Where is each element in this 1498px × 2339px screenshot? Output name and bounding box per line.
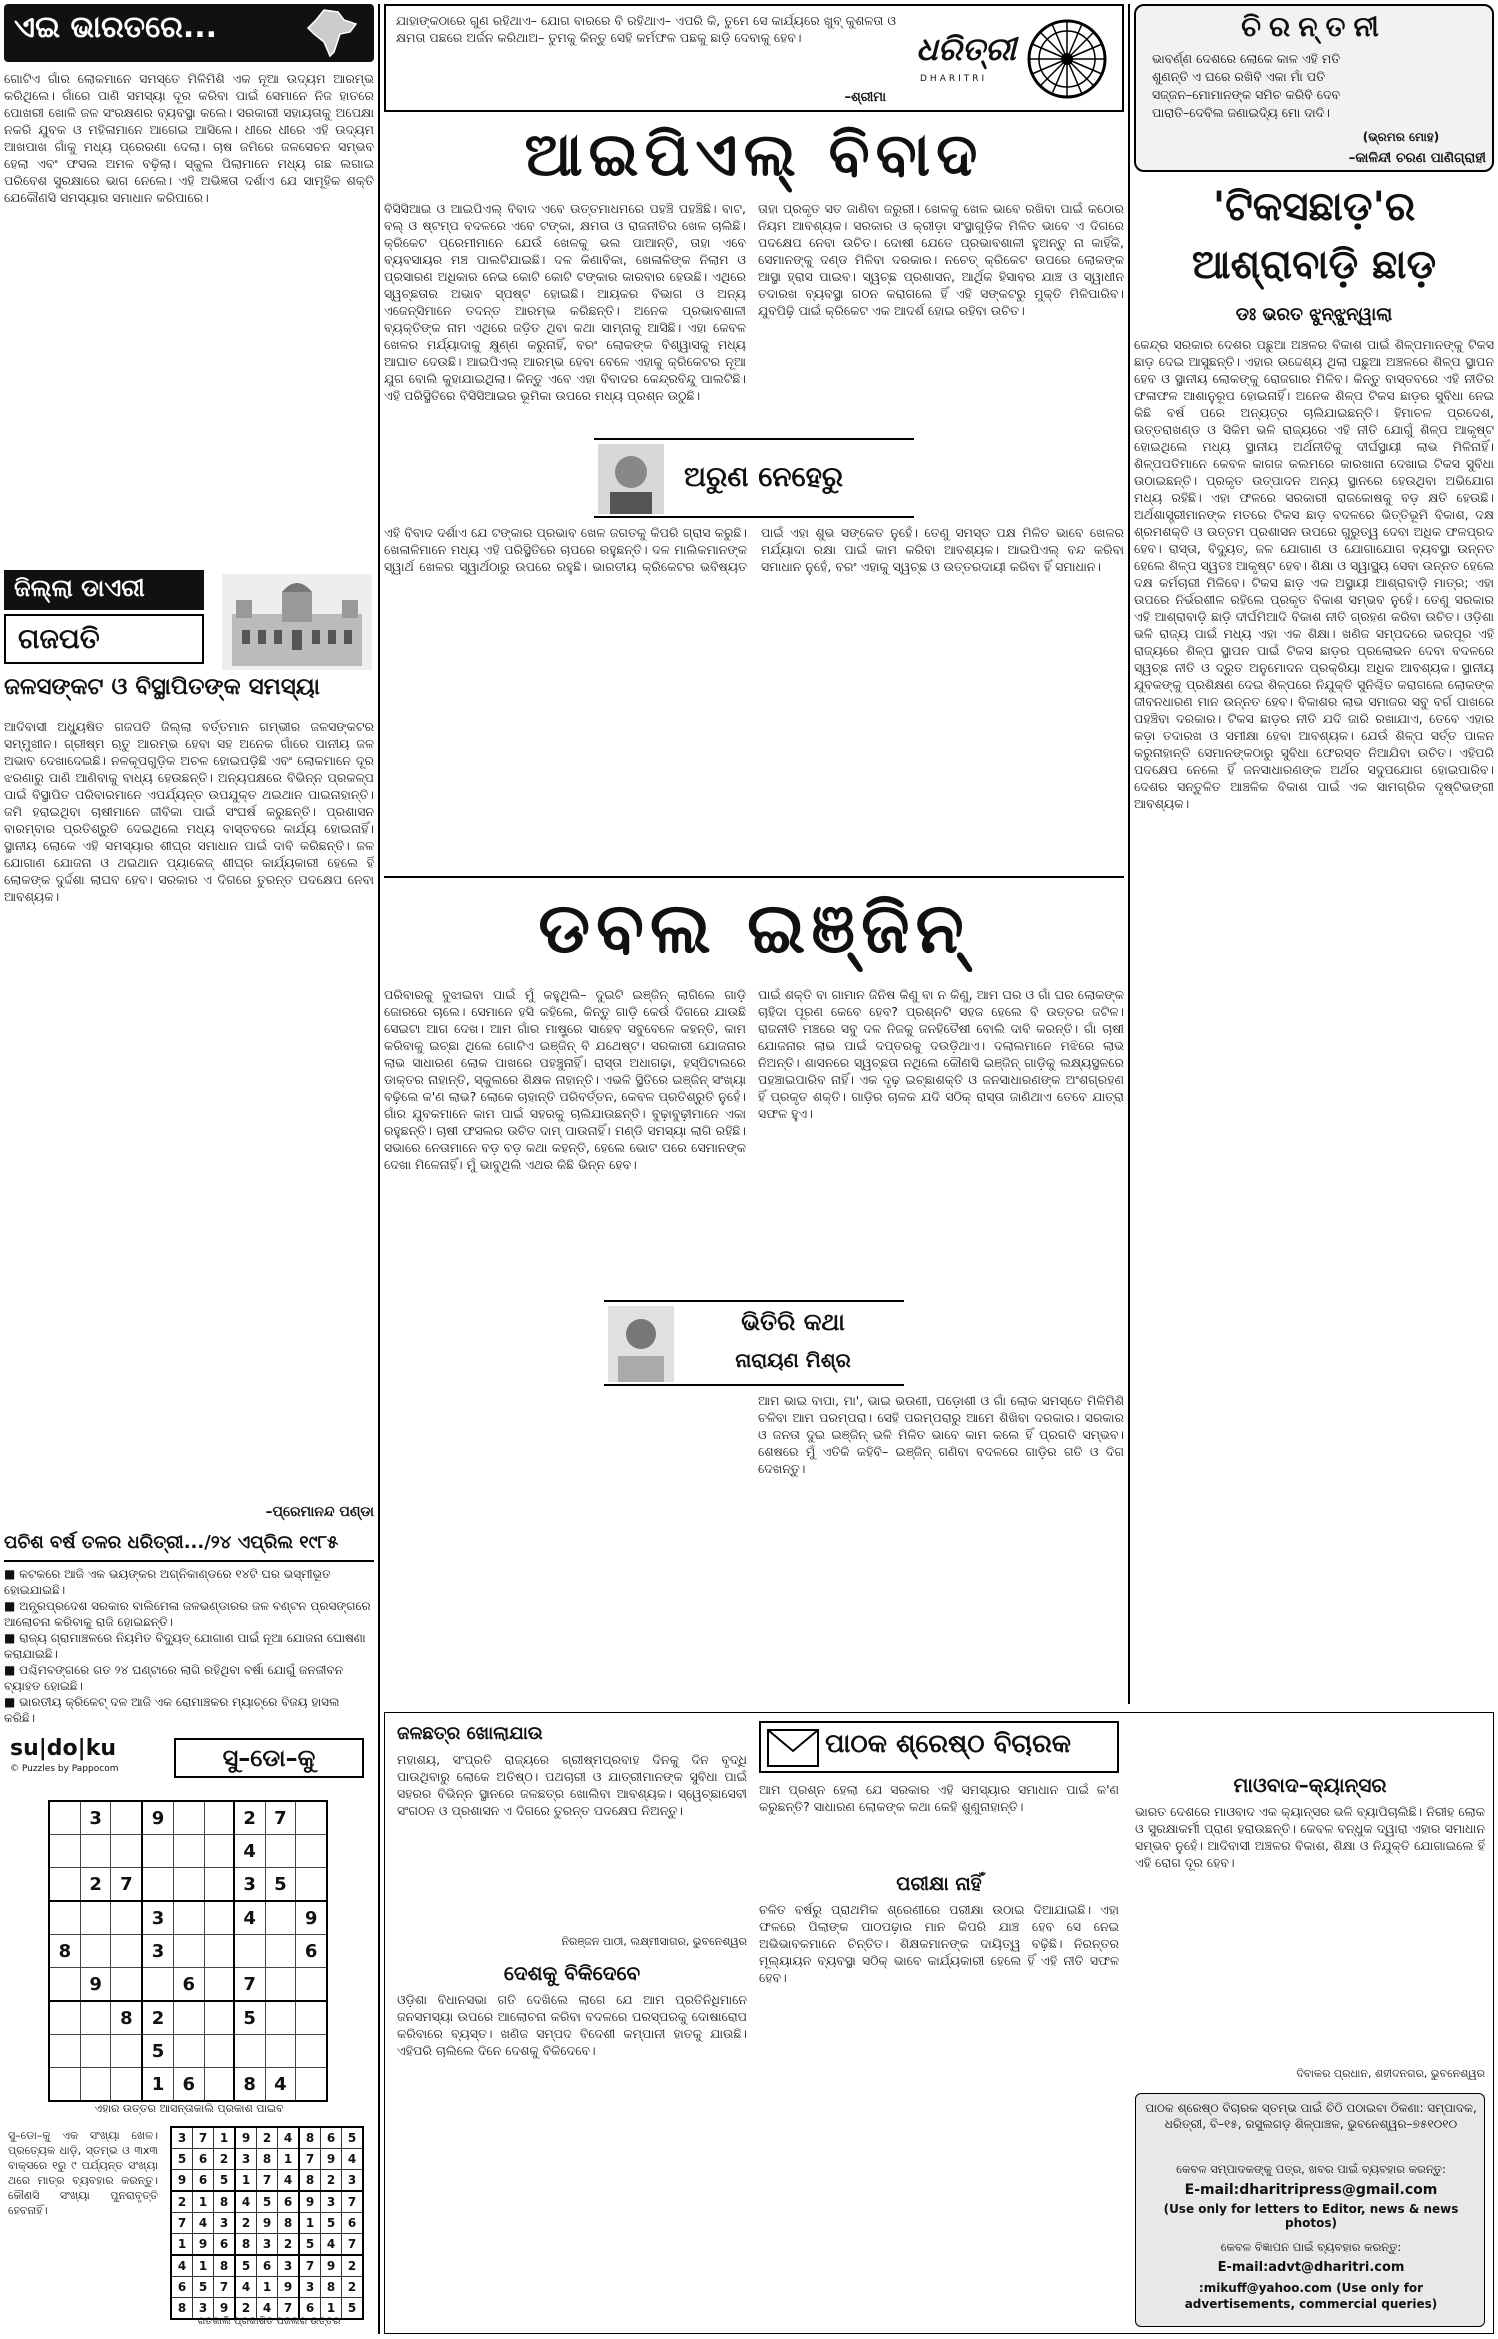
grid-cell [204, 1935, 234, 1968]
grid-cell [296, 1968, 327, 2002]
grid-cell: 9 [321, 2255, 342, 2277]
grid-row [171, 2127, 363, 2149]
grid-cell: 7 [193, 2127, 214, 2149]
grid-cell: 9 [193, 2234, 214, 2256]
grid-cell [265, 1835, 296, 1868]
tiksachhad-section [1134, 184, 1494, 1714]
ipl-section [384, 116, 1124, 876]
grid-cell: 8 [321, 2277, 342, 2298]
grid-cell: 8 [299, 2170, 321, 2192]
grid-cell: 2 [235, 2213, 257, 2234]
grid-row [171, 2213, 363, 2234]
chirantani-verse [1152, 50, 1482, 130]
india-map-icon [304, 8, 360, 58]
grid-cell [204, 1901, 234, 1935]
grid-cell: 1 [171, 2234, 193, 2256]
grid-cell: 2 [214, 2149, 236, 2170]
grid-cell [204, 2068, 234, 2102]
tiksachhad-body: କେନ୍ଦ୍ର ସରକାର ଦେଶର ପଛୁଆ ଅଞ୍ଚଳର ବିକାଶ ପାଇଁ ଶିଳ୍ପମାନଙ୍କୁ ଟିକସ ଛାଡ଼ ଦେଇ ଆସୁଛନ୍ତି। ଏହାର ଉଦ୍ଦେଶ୍ୟ ଥିଲା ପଛୁଆ ଅଞ୍ଚଳରେ ଶିଳ୍ପ ସ୍ଥାପନ ହେବ ଓ ସ୍ଥାନୀୟ ଲୋକଙ୍କୁ ରୋଜଗାର ମିଳିବ। କିନ୍ତୁ ବାସ୍ତବରେ ଏହି ନୀତିର ଫଳାଫଳ ଆଶାନୁରୂପ ହୋଇନାହିଁ। ଅନେକ ଶିଳ୍ପ ଟିକସ ଛାଡ଼ର ସୁବିଧା ନେଇ କିଛି ବର୍ଷ ପରେ ଅନ୍ୟତ୍ର ଚାଲିଯାଇଛନ୍ତି। ହିମାଚଳ ପ୍ରଦେଶ, ଉତ୍ତରାଖଣ୍ଡ ଓ ସିକିମ ଭଳି ରାଜ୍ୟରେ ଏହି ନୀତି ଯୋଗୁଁ ଶିଳ୍ପ ଆକୃଷ୍ଟ ହୋଇଥିଲେ ମଧ୍ୟ ସ୍ଥାନୀୟ ଅର୍ଥନୀତିକୁ ଦୀର୍ଘସ୍ଥାୟୀ ଲାଭ ମିଳିନାହିଁ। ଶିଳ୍ପପତିମାନେ କେବଳ କାଗଜ କଲମରେ କାରଖାନା ଦେଖାଇ ଟିକସ ସୁବିଧା ଉଠାଇଛନ୍ତି। ପ୍ରକୃତ ଉତ୍ପାଦନ ଅନ୍ୟ ସ୍ଥାନରେ ହେଉଥିବା ଅଭିଯୋଗ ମଧ୍ୟ ରହିଛି। ଏହା ଫଳରେ ସରକାରୀ ରାଜକୋଷକୁ ବଡ଼ କ୍ଷତି ହେଉଛି। ଅର୍ଥଶାସ୍ତ୍ରୀମାନଙ୍କ ମତରେ ଟିକସ ଛାଡ଼ ବଦଳରେ ଭିତ୍ତିଭୂମି ବିକାଶ, ଦକ୍ଷ ଶ୍ରମଶକ୍ତି ଓ ଉତ୍ତମ ପ୍ରଶାସନ ଉପରେ ଗୁରୁତ୍ୱ ଦେବା ଅଧିକ ଫଳପ୍ରଦ ହେବ। ରାସ୍ତା, ବିଦ୍ୟୁତ୍, ଜଳ ଯୋଗାଣ ଓ ଯୋଗାଯୋଗ ବ୍ୟବସ୍ଥା ଉନ୍ନତ ହେଲେ ଶିଳ୍ପ ସ୍ୱତଃ ଆକୃଷ୍ଟ ହେବ। ଶିକ୍ଷା ଓ ସ୍ୱାସ୍ଥ୍ୟ ସେବା ଉନ୍ନତ ହେଲେ ଦକ୍ଷ କର୍ମଚାରୀ ମିଳିବେ। ଟିକସ ଛାଡ଼ ଏକ ଅସ୍ଥାୟୀ ଆଶ୍ରାବାଡ଼ି ମାତ୍ର; ଏହା ଉପରେ ନିର୍ଭରଶୀଳ ରହିଲେ ପ୍ରକୃତ ବିକାଶ ସମ୍ଭବ ନୁହେଁ। ତେଣୁ ସରକାର ଏହି ଆଶ୍ରାବାଡ଼ି ଛାଡ଼ି ଦୀର୍ଘମିଆଦି ବିକାଶ ନୀତି ଗ୍ରହଣ କରିବା ଉଚିତ। ଓଡ଼ିଶା ଭଳି ରାଜ୍ୟ ପାଇଁ ମଧ୍ୟ ଏହା ଏକ ଶିକ୍ଷା। ଖଣିଜ ସମ୍ପଦରେ ଭରପୂର ଏହି ରାଜ୍ୟରେ ଶିଳ୍ପ ସ୍ଥାପନ ପାଇଁ ଟିକସ ଛାଡ଼ର ପ୍ରଲୋଭନ ଦେବା ବଦଳରେ ସ୍ୱଚ୍ଛ ନୀତି ଓ ଦ୍ରୁତ ଅନୁମୋଦନ ପ୍ରକ୍ରିୟା ଅଧିକ ଆବଶ୍ୟକ। ସ୍ଥାନୀୟ ଯୁବକଙ୍କୁ ପ୍ରଶିକ୍ଷଣ ଦେଇ ଶିଳ୍ପରେ ନିଯୁକ୍ତି ସୁନିଶ୍ଚିତ କରାଗଲେ ଲୋକଙ୍କ ଜୀବନଧାରଣ ମାନ ଉନ୍ନତ ହେବ। ବିକାଶର ଲାଭ ସମାଜର ସବୁ ବର୍ଗ ପାଖରେ ପହଞ୍ଚିବା ଦରକାର। ଟିକସ ଛାଡ଼ର ନୀତି ଯଦି ଜାରି ରଖାଯାଏ, ତେବେ ଏହାର କଡ଼ା ତଦାରଖ ଓ ସମୀକ୍ଷା ହେବା ଆବଶ୍ୟକ। ଯେଉଁ ଶିଳ୍ପ ସର୍ତ୍ତ ପାଳନ କରୁନାହାନ୍ତି ସେମାନଙ୍କଠାରୁ ସୁବିଧା ଫେରସ୍ତ ନିଆଯିବା ଉଚିତ। ଏହିପରି ପଦକ୍ଷେପ ନେଲେ ହିଁ ଜନସାଧାରଣଙ୍କ ଅର୍ଥର ସଦୁପଯୋଗ ହୋଇପାରିବ। ଦେଶର ସନ୍ତୁଳିତ ଆଞ୍ଚଳିକ ବିକାଶ ପାଇଁ ଏକ ସାମଗ୍ରିକ ଦୃଷ୍ଟିଭଙ୍ଗୀ ଆବଶ୍ୟକ। [1134, 337, 1494, 811]
contact-email-1-note: (Use only for letters to Editor, news & news photos) [1163, 2202, 1459, 2230]
grid-cell: 9 [296, 1901, 327, 1935]
jilla-diary-headline: ଜଳସଙ୍କଟ ଓ ବିସ୍ଥାପିତଙ୍କ ସମସ୍ୟା [4, 674, 320, 700]
grid-cell: 5 [257, 2191, 278, 2213]
grid-cell: 9 [321, 2149, 342, 2170]
chirantani-author: –କାଳିନ୍ଦୀ ଚରଣ ପାଣିଗ୍ରାହୀ [1348, 150, 1486, 166]
grid-cell: 3 [142, 1901, 173, 1935]
grid-row [171, 2191, 363, 2213]
sudoku-credit: © Puzzles by Pappocom [10, 1764, 119, 1774]
grid-cell: 7 [342, 2191, 364, 2213]
grid-cell [204, 1835, 234, 1868]
letter-2-title: ଦେଶକୁ ବିକିଦେବେ [503, 1961, 641, 1985]
grid-row [171, 2277, 363, 2298]
grid-cell [173, 1935, 204, 1968]
verse-line: ଶୁଣନ୍ତି ଏ ଘରେ ରଖିବି ଏକା ମାଁ ପତି [1152, 69, 1326, 84]
grid-cell: 2 [321, 2170, 342, 2192]
double-engine-headline: ଡବଲ ଇଞ୍ଜିନ୍ [538, 887, 970, 969]
grid-cell [234, 2035, 265, 2068]
contact-ad-label: କେବଳ ବିଜ୍ଞାପନ ପାଇଁ ବ୍ୟବହାର କରନ୍ତୁ: [1220, 2240, 1402, 2254]
grid-cell: 6 [257, 2255, 278, 2277]
grid-cell [204, 1868, 234, 1902]
grid-cell: 7 [111, 1868, 142, 1902]
tiksachhad-headline-1: 'ଟିକସଛାଡ଼'ର [1212, 184, 1416, 230]
grid-cell: 4 [235, 2277, 257, 2298]
sudoku-odia-title: ସୁ–ଡୋ–କୁ [174, 1738, 364, 1778]
grid-cell: 4 [265, 2068, 296, 2102]
grid-cell [265, 1901, 296, 1935]
grid-cell: 8 [171, 2298, 193, 2320]
chakra-icon [1024, 16, 1110, 102]
grid-cell: 9 [278, 2277, 300, 2298]
grid-cell [49, 1835, 80, 1868]
grid-cell: 1 [214, 2127, 236, 2149]
masthead-quote-source: –ଶ୍ରୀମା [844, 90, 886, 105]
verse-line: ଭାବର୍ଣ୍ଣ ଦେଶରେ ଲୋକେ କାଳ ଏହି ମତି [1152, 51, 1341, 66]
grid-cell: 6 [278, 2191, 300, 2213]
chirantani-box [1134, 4, 1494, 172]
grid-cell: 8 [299, 2127, 321, 2149]
letter-5-title: ମାଓବାଦ–କ୍ୟାନ୍‌ସର [1233, 1773, 1387, 1797]
columnist-box [594, 438, 914, 518]
grid-cell: 3 [171, 2127, 193, 2149]
grid-row [171, 2149, 363, 2170]
grid-cell [80, 1935, 111, 1968]
letters-banner [759, 1721, 1119, 1773]
grid-cell: 4 [193, 2213, 214, 2234]
grid-cell: 9 [214, 2298, 236, 2320]
letter-1-sign: ନିରଞ୍ଜନ ପାଠୀ, ଲକ୍ଷ୍ମୀସାଗର, ଭୁବନେଶ୍ୱର [561, 1935, 747, 1948]
grid-cell [173, 1801, 204, 1835]
columnist-photo [598, 444, 664, 514]
sudoku-solution-grid [170, 2126, 364, 2320]
grid-cell [49, 1801, 80, 1835]
grid-cell: 7 [299, 2255, 321, 2277]
verse-line: ପାରାତି–ଦେବିଲ ଜଣାଇଦ୍ୟି ମୋ ଦାଦି। [1152, 105, 1330, 120]
jilla-diary-byline: –ପ୍ରେମାନନ୍ଦ ପଣ୍ଡା [265, 1504, 374, 1520]
grid-cell: 1 [193, 2191, 214, 2213]
ipl-body-tail: ଏହି ବିବାଦ ଦର୍ଶାଏ ଯେ ଟଙ୍କାର ପ୍ରଭାବ ଖେଳ ଜଗତକୁ କିପରି ଗ୍ରାସ କରୁଛି। ଖେଳାଳିମାନେ ମଧ୍ୟ ଏହି ପରିସ୍ଥିତିରେ ଚାପରେ ରହୁଛନ୍ତି। ଦଳ ମାଲିକମାନଙ୍କ ସ୍ୱାର୍ଥ ଖେଳର ସ୍ୱାର୍ଥଠାରୁ ଉପରେ ରହୁଛି। ଭାରତୀୟ କ୍ରିକେଟର ଭବିଷ୍ୟତ ପାଇଁ ଏହା ଶୁଭ ସଙ୍କେତ ନୁହେଁ। ତେଣୁ ସମସ୍ତ ପକ୍ଷ ମିଳିତ ଭାବେ ଖେଳର ମର୍ଯ୍ୟାଦା ରକ୍ଷା ପାଇଁ କାମ କରିବା ଆବଶ୍ୟକ। ଆଇପିଏଲ୍ ବନ୍ଦ କରିବା ସମାଧାନ ନୁହେଁ, ବରଂ ଏହାକୁ ସ୍ୱଚ୍ଛ ଓ ଉତ୍ତରଦାୟୀ କରିବା ହିଁ ସମାଧାନ। [384, 525, 1124, 574]
grid-cell: 3 [299, 2277, 321, 2298]
grid-cell [265, 2001, 296, 2035]
grid-cell [296, 1835, 327, 1868]
grid-cell [173, 1868, 204, 1902]
sudoku-grid [48, 1800, 328, 2102]
grid-row [49, 2068, 327, 2102]
pachisa-barsha-section [4, 1532, 376, 1732]
sudoku-grid-wrap [48, 1800, 328, 2095]
column-divider [378, 4, 380, 2334]
letter-5-body: ଭାରତ ଦେଶରେ ମାଓବାଦ ଏକ କ୍ୟାନ୍‌ସର ଭଳି ବ୍ୟାପିଚାଲିଛି। ନିରୀହ ଲୋକ ଓ ସୁରକ୍ଷାକର୍ମୀ ପ୍ରାଣ ହରାଉଛନ୍ତି। କେବଳ ବନ୍ଧୁକ ଦ୍ୱାରା ଏହାର ସମାଧାନ ସମ୍ଭବ ନୁହେଁ। ଆଦିବାସୀ ଅଞ୍ଚଳର ବିକାଶ, ଶିକ୍ଷା ଓ ନିଯୁକ୍ତି ଯୋଗାଇଲେ ହିଁ ଏହି ରୋଗ ଦୂର ହେବ। [1135, 1804, 1485, 1870]
grid-cell: 8 [49, 1935, 80, 1968]
grid-cell: 6 [193, 2149, 214, 2170]
grid-cell: 1 [257, 2277, 278, 2298]
list-item: ■ ଅନ୍ଧ୍ରପ୍ରଦେଶ ସରକାର ବାଲିମେଳା ଜଳଭଣ୍ଡାରର ଜଳ ବଣ୍ଟନ ପ୍ରସଙ୍ଗରେ ଆଲୋଚନା କରିବାକୁ ରାଜି ହୋଇଛନ୍ତି। [4, 1599, 371, 1629]
grid-cell: 8 [234, 2068, 265, 2102]
envelope-icon [767, 1729, 819, 1767]
grid-cell [49, 2001, 80, 2035]
dharitri-sub: DHARITRI [920, 74, 988, 84]
sudoku-howto: ସୁ–ଡୋ–କୁ ଏକ ସଂଖ୍ୟା ଖେଳ। ପ୍ରତ୍ୟେକ ଧାଡ଼ି, ସ୍ତମ୍ଭ ଓ ୩x୩ ବାକ୍ସରେ ୧ରୁ ୯ ପର୍ଯ୍ୟନ୍ତ ସଂଖ୍ୟା ଥରେ ମାତ୍ର ବ୍ୟବହାର କରନ୍ତୁ। କୌଣସି ସଂଖ୍ୟା ପୁନରାବୃତ୍ତି ହେବନାହିଁ। [8, 2129, 158, 2217]
sudoku-brand: su|do|ku [10, 1736, 116, 1761]
grid-cell [49, 1901, 80, 1935]
grid-cell: 7 [257, 2170, 278, 2192]
grid-row [49, 1835, 327, 1868]
grid-cell: 4 [235, 2191, 257, 2213]
grid-cell: 1 [278, 2149, 300, 2170]
contact-email-2[interactable]: E-mail:advt@dharitri.com [1217, 2260, 1405, 2275]
grid-cell: 9 [171, 2170, 193, 2192]
grid-cell [80, 2068, 111, 2102]
grid-cell: 1 [321, 2298, 342, 2320]
grid-cell [265, 2035, 296, 2068]
double-engine-body-tail: ଆମ ଭାଇ ବାପା, ମା', ଭାଇ ଭଉଣୀ, ପଡ଼ୋଶୀ ଓ ଗାଁ ଲୋକ ସମସ୍ତେ ମିଳିମିଶି ଚଳିବା ଆମ ପରମ୍ପରା। ସେହି ପରମ୍ପରାରୁ ଆମେ ଶିଖିବା ଦରକାର। ସରକାର ଓ ଜନତା ଦୁଇ ଇଞ୍ଜିନ୍ ଭଳି ମିଳିତ ଭାବେ କାମ କଲେ ହିଁ ପ୍ରଗତି ସମ୍ଭବ। ଶେଷରେ ମୁଁ ଏତିକି କହିବି– ଇଞ୍ଜିନ୍ ଗଣିବା ବଦଳରେ ଗାଡ଼ିର ଗତି ଓ ଦିଗ ଦେଖନ୍ତୁ। [758, 1393, 1124, 1476]
grid-cell: 3 [80, 1801, 111, 1835]
grid-cell [296, 1801, 327, 1835]
tiksachhad-author: ଡଃ ଭରତ ଝୁନ୍‌ଝୁନ୍‌ୱାଲା [1235, 304, 1393, 325]
contact-address: ପାଠକ ଶ୍ରେଷ୍ଠ ବିଚାରକ ସ୍ତମ୍ଭ ପାଇଁ ଚିଠି ପଠାଇବା ଠିକଣା: ସମ୍ପାଦକ, ଧରିତ୍ରୀ, ବି–୧୫, ରସୁଲଗଡ଼ ଶିଳ୍ପାଞ୍ଚଳ, ଭୁବନେଶ୍ୱର–୭୫୧୦୧୦ [1145, 2101, 1477, 2131]
grid-cell [111, 1968, 142, 2002]
grid-cell: 4 [278, 2127, 300, 2149]
pachisa-barsha-list [4, 1566, 374, 1732]
grid-cell: 1 [142, 2068, 173, 2102]
column-title: ଭିତିରି କଥା [741, 1308, 845, 1336]
grid-cell: 4 [234, 1901, 265, 1935]
letter-4-body: ଚଳିତ ବର୍ଷରୁ ପ୍ରାଥମିକ ଶ୍ରେଣୀରେ ପରୀକ୍ଷା ଉଠାଇ ଦିଆଯାଇଛି। ଏହା ଫଳରେ ପିଲାଙ୍କ ପାଠପଢ଼ାର ମାନ କିପରି ଯାଞ୍ଚ ହେବ ସେ ନେଇ ଅଭିଭାବକମାନେ ଚିନ୍ତିତ। ଶିକ୍ଷକମାନଙ୍କ ଦାୟିତ୍ୱ ବଢ଼ିଛି। ନିରନ୍ତର ମୂଲ୍ୟାୟନ ବ୍ୟବସ୍ଥା ସଠିକ୍ ଭାବେ କାର୍ଯ୍ୟକାରୀ ହେଲେ ହିଁ ଏହି ନୀତି ସଫଳ ହେବ। [759, 1902, 1119, 1985]
grid-cell: 7 [265, 1801, 296, 1835]
grid-cell: 8 [235, 2234, 257, 2256]
grid-cell: 2 [342, 2255, 364, 2277]
grid-cell: 6 [296, 1935, 327, 1968]
list-item: ■ ରାଜ୍ୟ ଗ୍ରାମାଞ୍ଚଳରେ ନିୟମିତ ବିଦ୍ୟୁତ୍ ଯୋଗାଣ ପାଇଁ ନୂଆ ଯୋଜନା ଘୋଷଣା କରାଯାଇଛି। [4, 1631, 366, 1661]
grid-cell: 3 [278, 2255, 300, 2277]
letter-5-sign: ଦିବାକର ପ୍ରଧାନ, ଶହୀଦନଗର, ଭୁବନେଶ୍ୱର [1296, 2067, 1485, 2080]
grid-cell [204, 1968, 234, 2002]
building-illustration [222, 574, 372, 670]
grid-cell: 5 [193, 2277, 214, 2298]
grid-cell [49, 1868, 80, 1902]
grid-cell: 5 [299, 2234, 321, 2256]
grid-cell: 7 [299, 2149, 321, 2170]
grid-row [49, 1935, 327, 1968]
contact-box [1135, 2093, 1485, 2327]
grid-cell: 7 [278, 2298, 300, 2320]
grid-cell [49, 1968, 80, 2002]
grid-cell: 2 [80, 1868, 111, 1902]
grid-cell [111, 1935, 142, 1968]
grid-cell: 5 [342, 2298, 364, 2320]
list-item: ■ ପଶ୍ଚିମବଙ୍ଗରେ ଗତ ୨୪ ଘଣ୍ଟାରେ ଲାଗି ରହିଥିବା ବର୍ଷା ଯୋଗୁଁ ଜନଜୀବନ ବ୍ୟାହତ ହୋଇଛି। [4, 1663, 343, 1693]
grid-cell: 3 [142, 1935, 173, 1968]
grid-cell: 4 [171, 2255, 193, 2277]
grid-cell [173, 2001, 204, 2035]
double-engine-body-left: ପରିବାରକୁ ବୁଝାଇବା ପାଇଁ ମୁଁ କହୁଥିଲି– ଦୁଇଟି ଇଞ୍ଜିନ୍ ଲାଗିଲେ ଗାଡ଼ି ଜୋରରେ ଚାଲେ। ସେମାନେ ହସି କହିଲେ, କିନ୍ତୁ ଗାଡ଼ି କେଉଁ ଦିଗରେ ଯାଉଛି ସେଇଟା ଆଗ ଦେଖ। ଆମ ଗାଁର ମାଷ୍ଟ୍ରେ ସାହେବ ସବୁବେଳେ କହନ୍ତି, କାମ କରିବାକୁ ଇଚ୍ଛା ଥିଲେ ଗୋଟିଏ ଇଞ୍ଜିନ୍ ବି ଯଥେଷ୍ଟ। ସରକାରୀ ଯୋଜନାର ଲାଭ ସାଧାରଣ ଲୋକ ପାଖରେ ପହଞ୍ଚୁନାହିଁ। ରାସ୍ତା ଅଧାଗଢ଼ା, ହସ୍ପିଟାଲରେ ଡାକ୍ତର ନାହାନ୍ତି, ସ୍କୁଲରେ ଶିକ୍ଷକ ନାହାନ୍ତି। ଏଭଳି ସ୍ଥିତିରେ ଇଞ୍ଜିନ୍ ସଂଖ୍ୟା ବଢ଼ିଲେ କ'ଣ ଲାଭ? ଲୋକେ ଚାହାନ୍ତି ପରିବର୍ତ୍ତନ, କେବଳ ପ୍ରତିଶ୍ରୁତି ନୁହେଁ। ଗାଁର ଯୁବକମାନେ କାମ ପାଇଁ ସହରକୁ ଚାଲିଯାଉଛନ୍ତି। ବୁଢ଼ାବୁଢ଼ୀମାନେ ଏକା ରହୁଛନ୍ତି। ଚାଷୀ ଫସଲର ଉଚିତ ଦାମ୍ ପାଉନାହିଁ। ମଣ୍ଡି ସମସ୍ୟା ଲାଗି ରହିଛି। ସଭାରେ ନେତାମାନେ ବଡ଼ ବଡ଼ କଥା କହନ୍ତି, ହେଲେ ଭୋଟ ପରେ ସେମାନଙ୍କ ଦେଖା ମିଳେନାହିଁ। ମୁଁ ଭାବୁଥିଲି ଏଥର କିଛି ଭିନ୍ନ ହେବ। [384, 987, 746, 1172]
grid-cell [296, 2001, 327, 2035]
grid-cell [142, 1968, 173, 2002]
grid-cell: 6 [173, 1968, 204, 2002]
column-author-photo [608, 1306, 674, 1382]
grid-cell [111, 1901, 142, 1935]
grid-cell [80, 1901, 111, 1935]
masthead-quote: ଯାହାଙ୍କଠାରେ ଗୁଣ ରହିଥାଏ– ଯୋଗ ବାରରେ ବି ରହିଥାଏ– ଏପରି କି, ତୁମେ ସେ କାର୍ଯ୍ୟରେ ଖୁବ୍ କୁଶଳତା ଓ କ୍ଷମତା ପଛରେ ଅର୍ଜନ କରିଥାଅ– ତୁମକୁ କିନ୍ତୁ ସେହି କର୍ମଫଳ ପଛକୁ ଛାଡ଼ି ଦେବାକୁ ହେବ। [396, 13, 896, 45]
grid-cell: 6 [193, 2170, 214, 2192]
grid-cell: 2 [257, 2127, 278, 2149]
grid-cell: 3 [234, 1868, 265, 1902]
column-divider [1128, 4, 1130, 1704]
grid-cell: 9 [80, 1968, 111, 2002]
double-engine-section [384, 880, 1124, 1700]
pachisa-barsha-title: ପଚିଶ ବର୍ଷ ତଳର ଧରିତ୍ରୀ.../୨୪ ଏପ୍ରିଲ ୧୯୮୫ [4, 1532, 374, 1562]
grid-cell: 8 [278, 2213, 300, 2234]
grid-cell: 9 [235, 2127, 257, 2149]
grid-cell [234, 1935, 265, 1968]
grid-cell: 3 [214, 2213, 236, 2234]
verse-line: ସଜ୍ଜନ–ମୋମାନଙ୍କ ସମିଚ କରିବି ଦେବ [1152, 87, 1341, 102]
grid-cell [49, 2068, 80, 2102]
jilla-diary-section [4, 570, 376, 1530]
grid-cell: 7 [342, 2234, 364, 2256]
grid-cell: 6 [342, 2213, 364, 2234]
grid-cell: 2 [342, 2277, 364, 2298]
sudoku-section [4, 1736, 376, 2336]
grid-cell [204, 2001, 234, 2035]
grid-cell: 4 [342, 2149, 364, 2170]
column-box [604, 1300, 904, 1386]
contact-email-label: କେବଳ ସମ୍ପାଦକଙ୍କୁ ପତ୍ର, ଖବର ପାଇଁ ବ୍ୟବହାର କରନ୍ତୁ: [1176, 2162, 1446, 2176]
grid-cell: 2 [171, 2191, 193, 2213]
grid-cell: 6 [171, 2277, 193, 2298]
list-item: ■ ଭାରତୀୟ କ୍ରିକେଟ୍ ଦଳ ଆଜି ଏକ ରୋମାଞ୍ଚକର ମ୍ୟାଚ୍‌ରେ ବିଜୟ ହାସଲ କରିଛି। [4, 1695, 340, 1725]
grid-cell [265, 1968, 296, 2002]
ipl-body-right: ତାହା ପ୍ରକୃତ ସତ ଜାଣିବା ଜରୁରୀ। ଖେଳକୁ ଖେଳ ଭାବେ ରଖିବା ପାଇଁ କଠୋର ନିୟମ ଆବଶ୍ୟକ। ସରକାର ଓ କ୍ରୀଡ଼ା ସଂସ୍ଥାଗୁଡ଼ିକ ମିଳିତ ଭାବେ ଏ ଦିଗରେ ପଦକ୍ଷେପ ନେବା ଉଚିତ। ଦୋଷୀ ଯେତେ ପ୍ରଭାବଶାଳୀ ହୁଅନ୍ତୁ ନା କାହିଁକି, ସେମାନଙ୍କୁ ଦଣ୍ଡ ମିଳିବା ଦରକାର। ନଚେତ୍ କ୍ରିକେଟ ଉପରେ ଲୋକଙ୍କ ଆସ୍ଥା ହ୍ରାସ ପାଇବ। ସ୍ୱଚ୍ଛ ପ୍ରଶାସନ, ଆର୍ଥିକ ହିସାବର ଯାଞ୍ଚ ଓ ସ୍ୱାଧୀନ ତଦାରଖ ବ୍ୟବସ୍ଥା ଗଠନ କରାଗଲେ ହିଁ ଏହି ସଙ୍କଟରୁ ମୁକ୍ତି ମିଳିପାରିବ। ଯୁବପିଢ଼ି ପାଇଁ କ୍ରିକେଟ ଏକ ଆଦର୍ଶ ହୋଇ ରହିବା ଉଚିତ। [758, 201, 1124, 318]
dharitri-name: ଧରିତ୍ରୀ [916, 30, 1016, 68]
grid-row [49, 1968, 327, 2002]
grid-row [49, 2001, 327, 2035]
grid-cell [296, 1868, 327, 1902]
grid-cell: 4 [234, 1835, 265, 1868]
list-item: ■ କଟକରେ ଆଜି ଏକ ଭୟଙ୍କର ଅଗ୍ନିକାଣ୍ଡରେ ୧୪ଟି ଘର ଭସ୍ମୀଭୂତ ହୋଇଯାଇଛି। [4, 1567, 331, 1597]
grid-cell: 5 [234, 2001, 265, 2035]
grid-cell: 4 [321, 2234, 342, 2256]
grid-cell: 5 [171, 2149, 193, 2170]
grid-cell [80, 2001, 111, 2035]
grid-cell: 8 [214, 2191, 236, 2213]
grid-cell [111, 1835, 142, 1868]
double-engine-body-mid: ପାଇଁ ଶକ୍ତି ବା ଗାମାନ ଜିନିଷ କିଣୁ ବା ନ କିଣୁ, ଆମ ଘର ଓ ଗାଁ ଘର ଲୋକଙ୍କ ଚାହିଦା ପୂରଣ କେବେ ହେବ? ପ୍ରଶ୍ନଟି ସହଜ ହେଲେ ବି ଉତ୍ତର ଜଟିଳ। ରାଜନୀତି ମଞ୍ଚରେ ସବୁ ଦଳ ନିଜକୁ ଜନହିତୈଷୀ ବୋଲି ଦାବି କରନ୍ତି। ଗାଁ ଚାଷୀ ଯୋଜନାର ଲାଭ ପାଇଁ ଦପ୍ତରକୁ ଦଉଡ଼ିଥାଏ। ଦଲାଲମାନେ ମଝିରେ ଲାଭ ନିଅନ୍ତି। ଶାସନରେ ସ୍ୱଚ୍ଛତା ନଥିଲେ କୌଣସି ଇଞ୍ଜିନ୍ ଗାଡ଼ିକୁ ଲକ୍ଷ୍ୟସ୍ଥଳରେ ପହଞ୍ଚାଇପାରିବ ନାହିଁ। ଏକ ଦୃଢ଼ ଇଚ୍ଛାଶକ୍ତି ଓ ଜନସାଧାରଣଙ୍କ ଅଂଶଗ୍ରହଣ ହିଁ ପ୍ରକୃତ ଶକ୍ତି। ଗାଡ଼ିର ଚାଳକ ଯଦି ସଠିକ୍ ରାସ୍ତା ଜାଣିଥାଏ ତେବେ ଯାତ୍ରା ସଫଳ ହୁଏ। [758, 987, 1124, 1121]
grid-cell [111, 2035, 142, 2068]
grid-cell: 9 [299, 2191, 321, 2213]
masthead-quote-box [384, 4, 1124, 112]
contact-email-3[interactable]: :mikuff@yahoo.com (Use only for advertisements, commercial queries) [1184, 2281, 1438, 2311]
grid-cell [80, 2035, 111, 2068]
letter-1-body: ମହାଶୟ, ସଂପ୍ରତି ରାଜ୍ୟରେ ଗ୍ରୀଷ୍ମପ୍ରବାହ ଦିନକୁ ଦିନ ବୃଦ୍ଧି ପାଉଥିବାରୁ ଲୋକେ ଅତିଷ୍ଠ। ପଥଚାରୀ ଓ ଯାତ୍ରୀମାନଙ୍କ ସୁବିଧା ପାଇଁ ସହରର ବିଭିନ୍ନ ସ୍ଥାନରେ ଜଳଛତ୍ର ଖୋଲିବା ଆବଶ୍ୟକ। ସ୍ୱେଚ୍ଛାସେବୀ ସଂଗଠନ ଓ ପ୍ରଶାସନ ଏ ଦିଗରେ ତୁରନ୍ତ ପଦକ୍ଷେପ ନିଅନ୍ତୁ। [397, 1752, 747, 1818]
grid-cell: 7 [214, 2277, 236, 2298]
letter-2-body: ଓଡ଼ିଶା ବିଧାନସଭା ଗତି ଦେଖିଲେ ଲାଗେ ଯେ ଆମ ପ୍ରତିନିଧିମାନେ ଜନସମସ୍ୟା ଉପରେ ଆଲୋଚନା କରିବା ବଦଳରେ ପରସ୍ପରକୁ ଦୋଷାରୋପ କରିବାରେ ବ୍ୟସ୍ତ। ଖଣିଜ ସମ୍ପଦ ବିଦେଶୀ କମ୍ପାନୀ ହାତକୁ ଯାଉଛି। ଏହିପରି ଚାଲିଲେ ଦିନେ ଦେଶକୁ ବିକିଦେବେ। [397, 1992, 747, 2058]
letter-1-title: ଜଳଛତ୍ର ଖୋଲାଯାଉ [397, 1723, 543, 1744]
grid-cell: 6 [299, 2298, 321, 2320]
grid-cell [142, 1835, 173, 1868]
grid-cell: 3 [342, 2170, 364, 2192]
letters-section [384, 1712, 1494, 2334]
grid-cell: 8 [257, 2149, 278, 2170]
grid-cell: 7 [171, 2213, 193, 2234]
letter-4-title: ପରୀକ୍ଷା ନାହିଁ [896, 1873, 982, 1895]
sudoku-solution-wrap [170, 2126, 370, 2316]
grid-cell: 5 [321, 2213, 342, 2234]
grid-cell [204, 1801, 234, 1835]
grid-cell: 5 [235, 2255, 257, 2277]
grid-cell: 3 [257, 2234, 278, 2256]
section-divider [384, 876, 1124, 878]
grid-cell: 2 [278, 2234, 300, 2256]
grid-cell: 2 [234, 1801, 265, 1835]
grid-cell: 7 [234, 1968, 265, 2002]
grid-row [171, 2255, 363, 2277]
jilla-diary-label: ଜିଲ୍ଲା ଡାଏରୀ [4, 570, 204, 610]
grid-cell [111, 1801, 142, 1835]
grid-row [49, 1901, 327, 1935]
grid-row [171, 2234, 363, 2256]
grid-cell: 1 [235, 2170, 257, 2192]
grid-cell: 6 [321, 2127, 342, 2149]
grid-cell: 3 [235, 2149, 257, 2170]
grid-cell: 1 [193, 2255, 214, 2277]
grid-cell: 3 [321, 2191, 342, 2213]
grid-row [49, 1801, 327, 1835]
grid-cell: 2 [142, 2001, 173, 2035]
grid-row [171, 2170, 363, 2192]
jilla-diary-body: ଆଦିବାସୀ ଅଧ୍ୟୁଷିତ ଗଜପତି ଜିଲ୍ଲା ବର୍ତ୍ତମାନ ଗମ୍ଭୀର ଜଳସଙ୍କଟର ସମ୍ମୁଖୀନ। ଗ୍ରୀଷ୍ମ ଋତୁ ଆରମ୍ଭ ହେବା ସହ ଅନେକ ଗାଁରେ ପାନୀୟ ଜଳ ଅଭାବ ଦେଖାଦେଇଛି। ନଳକୂପଗୁଡ଼ିକ ଅଚଳ ହୋଇପଡ଼ିଛି ଏବଂ ଲୋକମାନେ ଦୂର ଝରଣାରୁ ପାଣି ଆଣିବାକୁ ବାଧ୍ୟ ହେଉଛନ୍ତି। ଅନ୍ୟପକ୍ଷରେ ବିଭିନ୍ନ ପ୍ରକଳ୍ପ ପାଇଁ ବିସ୍ଥାପିତ ପରିବାରମାନେ ଏପର୍ଯ୍ୟନ୍ତ ଉପଯୁକ୍ତ ଥଇଥାନ ପାଇନାହାନ୍ତି। ଜମି ହରାଇଥିବା ଚାଷୀମାନେ ଜୀବିକା ପାଇଁ ସଂଘର୍ଷ କରୁଛନ୍ତି। ପ୍ରଶାସନ ବାରମ୍ବାର ପ୍ରତିଶ୍ରୁତି ଦେଇଥିଲେ ମଧ୍ୟ ବାସ୍ତବରେ କାର୍ଯ୍ୟ ହୋଇନାହିଁ। ସ୍ଥାନୀୟ ଲୋକେ ଏହି ସମସ୍ୟାର ଶୀଘ୍ର ସମାଧାନ ପାଇଁ ଦାବି କରିଛନ୍ତି। ଜଳ ଯୋଗାଣ ଯୋଜନା ଓ ଥଇଥାନ ପ୍ୟାକେଜ୍ ଶୀଘ୍ର କାର୍ଯ୍ୟକାରୀ ହେଲେ ହିଁ ଲୋକଙ୍କ ଦୁର୍ଦ୍ଦଶା ଲାଘବ ହେବ। ସରକାର ଏ ଦିଗରେ ତୁରନ୍ତ ପଦକ୍ଷେପ ନେବା ଆବଶ୍ୟକ। [4, 719, 374, 904]
ei-bharatare-body: ଗୋଟିଏ ଗାଁର ଲୋକମାନେ ସମସ୍ତେ ମିଳିମିଶି ଏକ ନୂଆ ଉଦ୍ୟମ ଆରମ୍ଭ କରିଥିଲେ। ଗାଁରେ ପାଣି ସମସ୍ୟା ଦୂର କରିବା ପାଇଁ ସେମାନେ ନିଜ ହାତରେ ପୋଖରୀ ଖୋଳି ଜଳ ସଂରକ୍ଷଣର ବ୍ୟବସ୍ଥା କଲେ। ସରକାରୀ ସହାୟତାକୁ ଅପେକ୍ଷା ନକରି ଯୁବକ ଓ ମହିଳାମାନେ ଆଗେଇ ଆସିଲେ। ଧୀରେ ଧୀରେ ଏହି ଉଦ୍ୟମ ଆଖପାଖ ଗାଁକୁ ମଧ୍ୟ ପ୍ରେରଣା ଦେଲା। ଚାଷ ଜମିରେ ଜଳସେଚନ ସମ୍ଭବ ହେଲା ଏବଂ ଫସଲ ଅମଳ ବଢ଼ିଲା। ସ୍କୁଲ ପିଲାମାନେ ମଧ୍ୟ ଗଛ ଲଗାଇ ପରିବେଶ ସୁରକ୍ଷାରେ ଭାଗ ନେଲେ। ଏହି ଅଭିଜ୍ଞତା ଦର୍ଶାଏ ଯେ ସାମୂହିକ ଶକ୍ତି ଯେକୌଣସି ସମସ୍ୟାର ସମାଧାନ କରିପାରେ। [4, 71, 374, 205]
grid-cell [49, 2035, 80, 2068]
grid-cell: 5 [265, 1868, 296, 1902]
sudoku-caption: ଏହାର ଉତ୍ତର ଆସନ୍ତାକାଲି ପ୍ରକାଶ ପାଇବ [94, 2102, 284, 2115]
grid-cell: 4 [278, 2170, 300, 2192]
grid-cell: 8 [111, 2001, 142, 2035]
ipl-body-left: ବିସିସିଆଇ ଓ ଆଇପିଏଲ୍ ବିବାଦ ଏବେ ଉତ୍ତମାଧମରେ ପହଞ୍ଚି ପହଞ୍ଚିଛି। ବାଟ, ବଲ୍ ଓ ଷ୍ଟମ୍ପ ବଦଳରେ ଏବେ ଟଙ୍କା, କ୍ଷମତା ଓ ରାଜନୀତିର ଖେଳ ଚାଲିଛି। କ୍ରିକେଟ ପ୍ରେମୀମାନେ ଯେଉଁ ଖେଳକୁ ଭଲ ପାଆନ୍ତି, ତାହା ଏବେ ବ୍ୟବସାୟର ମଞ୍ଚ ପାଲଟିଯାଇଛି। ଦଳ କିଣାବିକା, ଖେଳାଳିଙ୍କ ନିଲାମ ଓ ପ୍ରସାରଣ ଅଧିକାର ନେଇ କୋଟି କୋଟି ଟଙ୍କାର କାରବାର ହେଉଛି। ଏଥିରେ ସ୍ୱଚ୍ଛତାର ଅଭାବ ସ୍ପଷ୍ଟ ହୋଇଛି। ଆୟକର ବିଭାଗ ଓ ଅନ୍ୟ ଏଜେନ୍ସିମାନେ ତଦନ୍ତ ଆରମ୍ଭ କରିଛନ୍ତି। ଅନେକ ପ୍ରଭାବଶାଳୀ ବ୍ୟକ୍ତିଙ୍କ ନାମ ଏଥିରେ ଜଡ଼ିତ ଥିବା କଥା ସାମ୍ନାକୁ ଆସିଛି। ଏହା କେବଳ ଖେଳର ମର୍ଯ୍ୟାଦାକୁ କ୍ଷୁଣ୍ଣ କରୁନାହିଁ, ବରଂ ଲୋକଙ୍କ ବିଶ୍ୱାସକୁ ମଧ୍ୟ ଆଘାତ ଦେଉଛି। ଆଇପିଏଲ୍ ଆରମ୍ଭ ହେବା ବେଳେ ଏହାକୁ କ୍ରିକେଟର ନୂଆ ଯୁଗ ବୋଲି କୁହାଯାଇଥିଲା। କିନ୍ତୁ ଏବେ ଏହା ବିବାଦର କେନ୍ଦ୍ରବିନ୍ଦୁ ପାଲଟିଛି। ଏହି ପରିସ୍ଥିତିରେ ବିସିସିଆଇର ଭୂମିକା ଉପରେ ମଧ୍ୟ ପ୍ରଶ୍ନ ଉଠୁଛି। [384, 201, 746, 403]
sudoku-solution-caption: ଗତକାଲି ପ୍ରକାଶିତ ପଜଲର ଉତ୍ତର [197, 2316, 341, 2327]
letter-3-body: ଆମ ପ୍ରଶ୍ନ ହେଲା ଯେ ସରକାର ଏହି ସମସ୍ୟାର ସମାଧାନ ପାଇଁ କ'ଣ କରୁଛନ୍ତି? ସାଧାରଣ ଲୋକଙ୍କ କଥା କେହି ଶୁଣୁନାହାନ୍ତି। [759, 1782, 1119, 1814]
grid-cell: 5 [214, 2170, 236, 2192]
grid-cell: 9 [257, 2213, 278, 2234]
grid-cell: 1 [299, 2213, 321, 2234]
grid-cell: 5 [142, 2035, 173, 2068]
columnist-name: ଅରୁଣ ନେହେରୁ [684, 460, 844, 493]
chirantani-source: (ଭ୍ରମର ମୋହ) [1362, 130, 1440, 144]
letters-banner-text: ପାଠକ ଶ୍ରେଷ୍ଠ ବିଚାରକ [825, 1729, 1072, 1759]
grid-cell: 8 [214, 2255, 236, 2277]
grid-cell: 3 [193, 2298, 214, 2320]
grid-cell: 4 [257, 2298, 278, 2320]
ei-bharatare-title: ଏଇ ଭାରତରେ... [4, 4, 374, 62]
grid-cell [173, 1901, 204, 1935]
grid-row [49, 2035, 327, 2068]
grid-cell: 2 [235, 2298, 257, 2320]
grid-cell [173, 1835, 204, 1868]
tiksachhad-headline-2: ଆଶ୍ରାବାଡ଼ି ଛାଡ଼ [1191, 242, 1437, 288]
contact-email-1[interactable]: E-mail:dharitripress@gmail.com [1184, 2182, 1438, 2198]
grid-cell: 5 [342, 2127, 364, 2149]
grid-cell [111, 2068, 142, 2102]
grid-row [49, 1868, 327, 1902]
ipl-headline: ଆଇପିଏଲ୍ ବିବାଦ [524, 120, 984, 190]
grid-cell [204, 2035, 234, 2068]
column-author: ନାରାୟଣ ମିଶ୍ର [735, 1348, 851, 1372]
grid-cell [296, 2068, 327, 2102]
dharitri-logo [916, 16, 1116, 106]
grid-cell: 6 [214, 2234, 236, 2256]
grid-cell [80, 1835, 111, 1868]
grid-cell: 6 [173, 2068, 204, 2102]
grid-cell [296, 2035, 327, 2068]
chirantani-title: ଚିରନ୍ତନୀ [1241, 10, 1387, 43]
grid-cell [173, 2035, 204, 2068]
grid-cell: 9 [142, 1801, 173, 1835]
grid-cell [142, 1868, 173, 1902]
jilla-diary-district: ଗଜପତି [4, 614, 204, 664]
grid-cell [265, 1935, 296, 1968]
